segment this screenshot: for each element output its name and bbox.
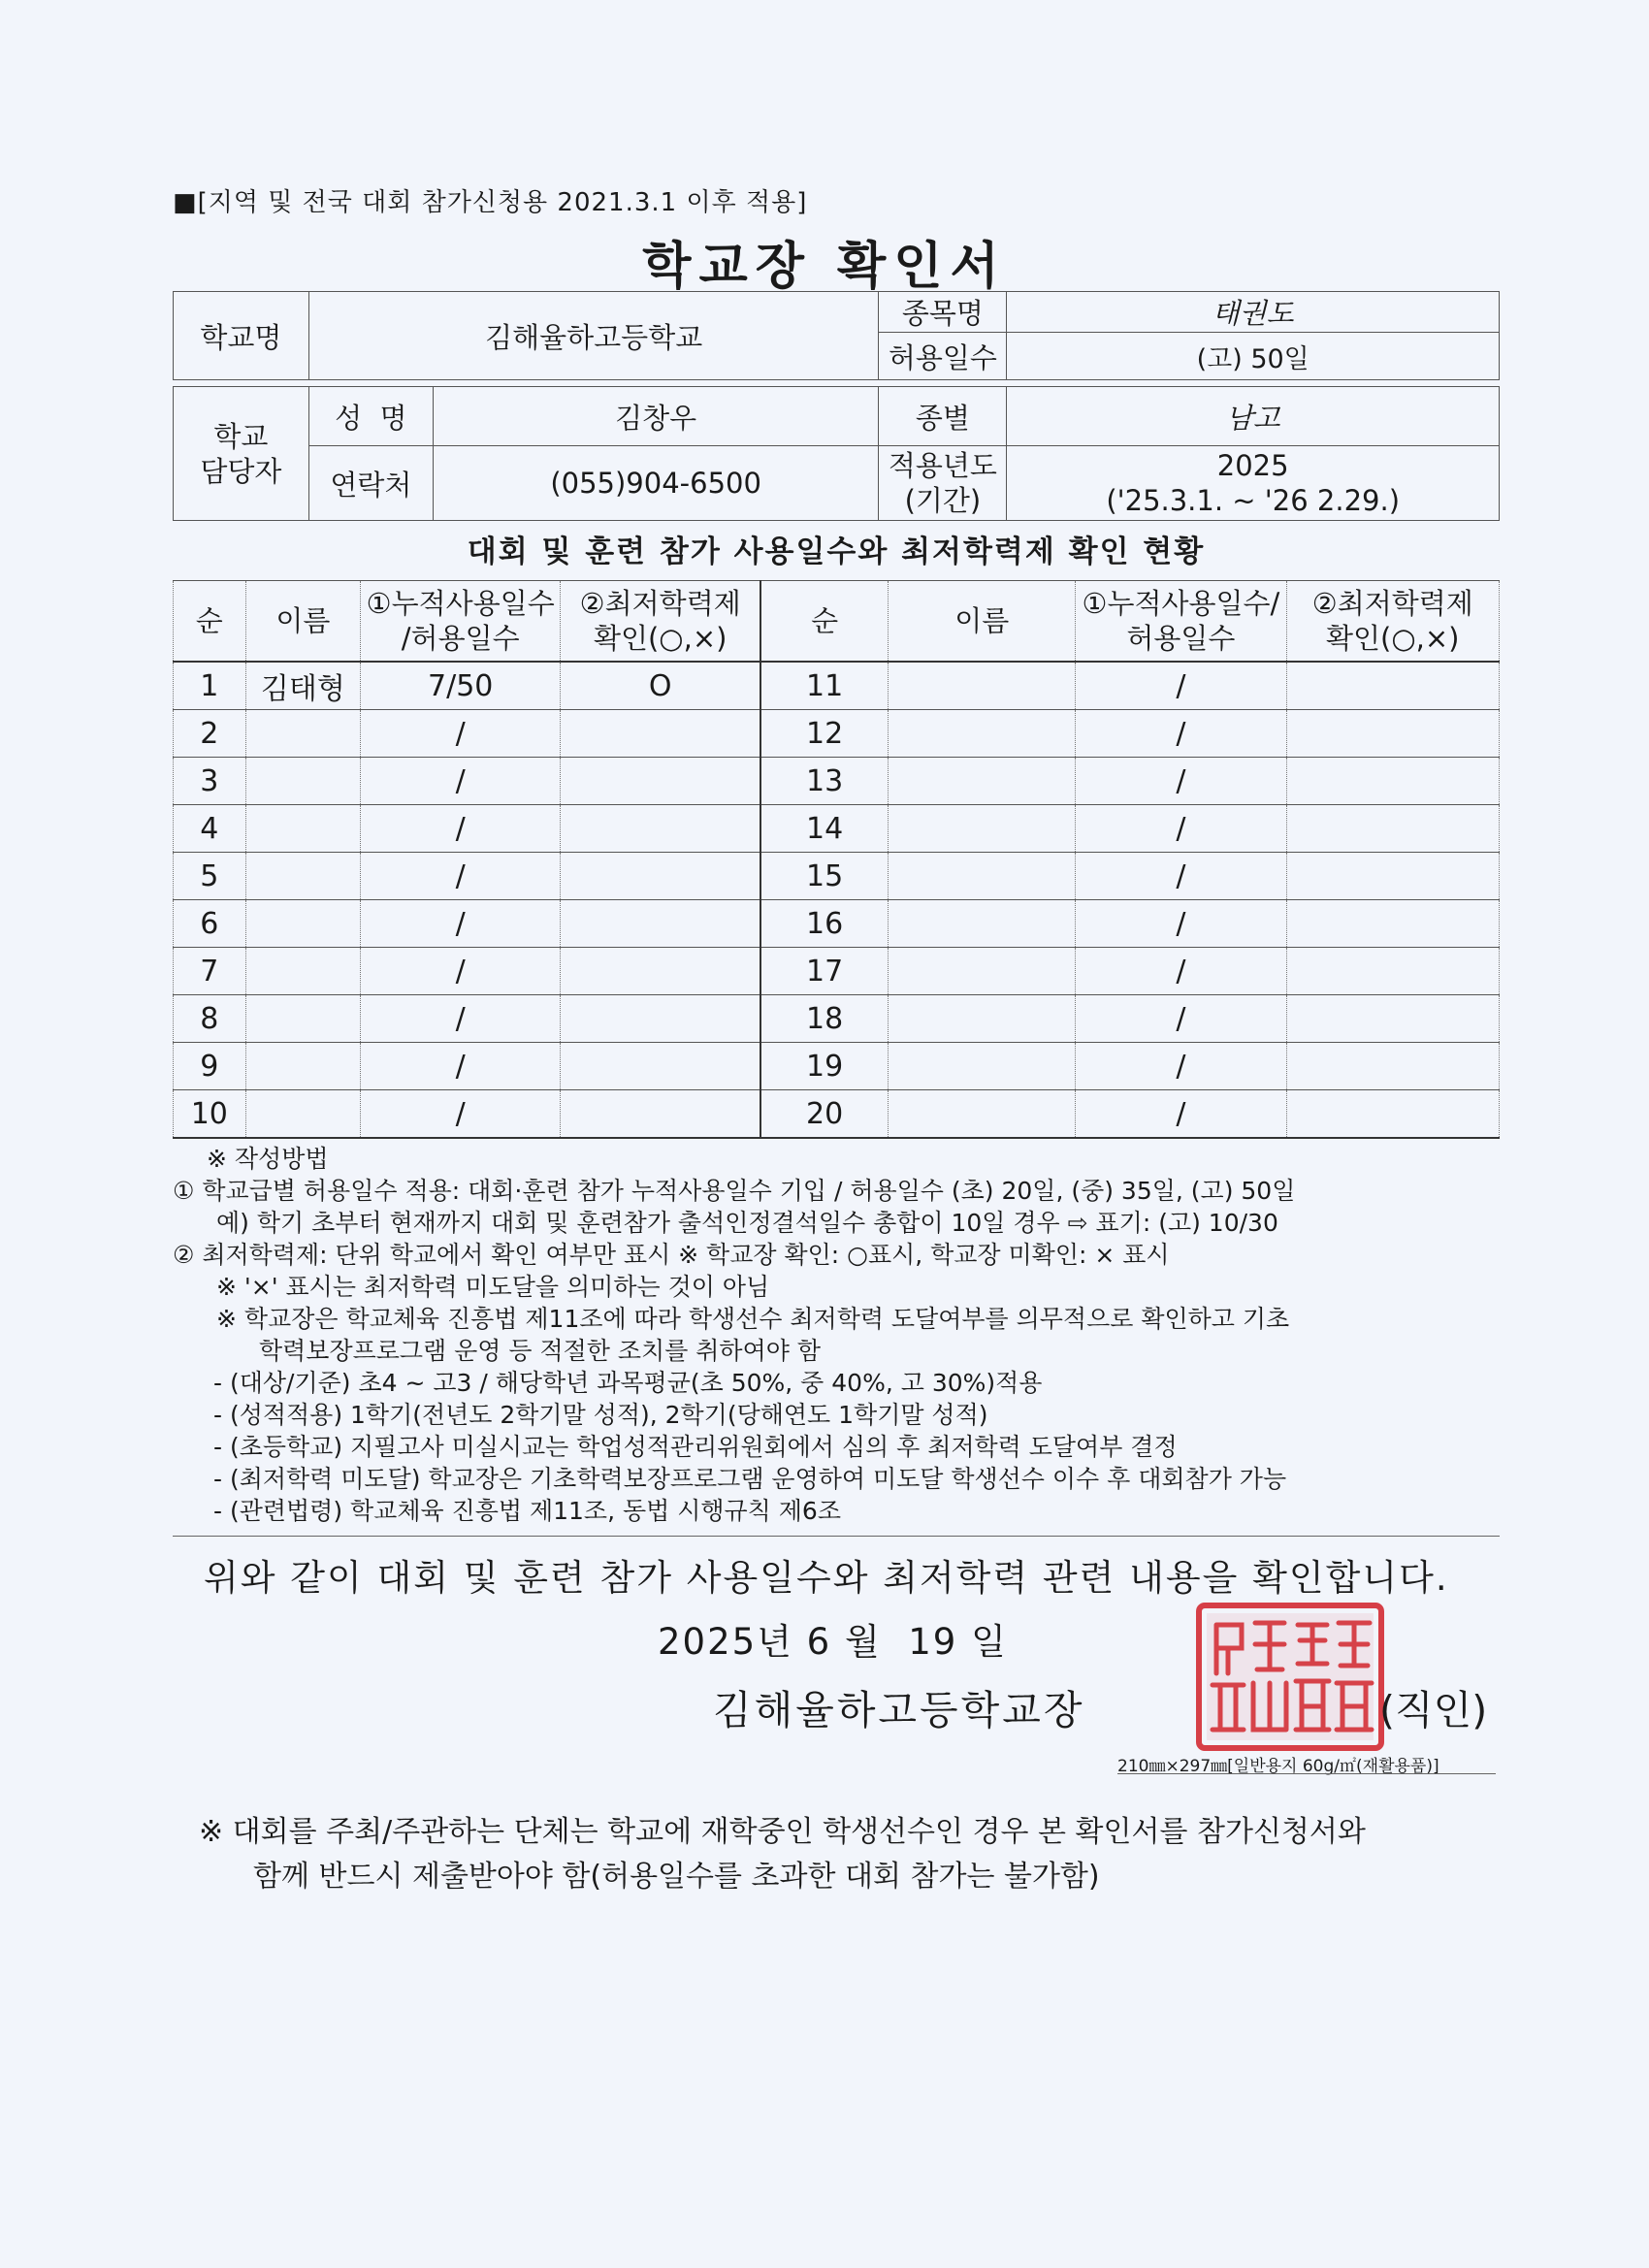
header-days-right — [1076, 581, 1286, 663]
instruction-line: - (최저학력 미도달) 학교장은 기초학력보장프로그램 운영하여 미도달 학생선수 이수 후 대회참가 가능 — [213, 1465, 1287, 1493]
form-type-label: ■[지역 및 전국 대회 참가신청용 2021.3.1 이후 적용] — [173, 188, 808, 217]
row-check-right — [1286, 1090, 1499, 1139]
name-value: 김창우 — [433, 387, 879, 446]
confirmation-statement: 위와 같이 대회 및 훈련 참가 사용일수와 최저학력 관련 내용을 확인합니다. — [204, 1557, 1449, 1599]
row-no: 10 — [174, 1090, 246, 1139]
header-no-right: 순 — [760, 581, 889, 663]
row-check: O — [561, 662, 760, 710]
row-days: / — [361, 1043, 561, 1090]
row-check-right — [1286, 758, 1499, 805]
row-check-right — [1286, 995, 1499, 1043]
row-no: 9 — [174, 1043, 246, 1090]
row-name-right — [889, 662, 1076, 710]
category-value: 남고 — [1007, 387, 1500, 446]
table-row — [174, 853, 1500, 900]
instruction-line: ① 학교급별 허용일수 적용: 대회·훈련 참가 누적사용일수 기입 / 허용일수 (초) 20일, (중) 35일, (고) 50일 — [173, 1177, 1296, 1205]
header-name-right: 이름 — [889, 581, 1076, 663]
row-check-right — [1286, 1043, 1499, 1090]
row-no-right: 11 — [760, 662, 889, 710]
instruction-line: ② 최저학력제: 단위 학교에서 확인 여부만 표시 ※ 학교장 확인: ○표시, 학교장 미확인: × 표시 — [173, 1241, 1170, 1269]
contact-label: 연락처 — [308, 446, 433, 521]
table-row — [174, 662, 1500, 710]
footer-note — [199, 1810, 1366, 1899]
header-check-line1: ②최저학력제 — [579, 587, 741, 620]
row-no: 8 — [174, 995, 246, 1043]
row-name-right — [889, 995, 1076, 1043]
row-check — [561, 900, 760, 948]
name-label: 성 명 — [308, 387, 433, 446]
athlete-status-table — [173, 580, 1500, 1139]
allowed-days-value: (고) 50일 — [1007, 333, 1500, 380]
row-check — [561, 948, 760, 995]
document-title: 학교장 확인서 — [642, 238, 1007, 296]
row-days-right: / — [1076, 1043, 1286, 1090]
row-check — [561, 710, 760, 758]
category-label: 종별 — [879, 387, 1007, 446]
table-row — [174, 1090, 1500, 1139]
table-row — [174, 758, 1500, 805]
row-check — [561, 1090, 760, 1139]
row-name — [245, 853, 360, 900]
row-check-right — [1286, 900, 1499, 948]
contact-value: (055)904-6500 — [433, 446, 879, 521]
row-days-right: / — [1076, 948, 1286, 995]
row-days: / — [361, 853, 561, 900]
table-spacer — [174, 380, 1500, 387]
row-check — [561, 1043, 760, 1090]
row-name-right — [889, 805, 1076, 853]
instruction-line: - (관련법령) 학교체육 진흥법 제11조, 동법 시행규칙 제6조 — [213, 1497, 841, 1525]
table-row — [174, 995, 1500, 1043]
instruction-line: ※ '×' 표시는 최저학력 미도달을 의미하는 것이 아님 — [216, 1273, 770, 1301]
row-days: / — [361, 1090, 561, 1139]
row-name-right — [889, 900, 1076, 948]
row-no: 6 — [174, 900, 246, 948]
official-seal-stamp — [1195, 1602, 1385, 1752]
row-name — [245, 900, 360, 948]
row-check — [561, 995, 760, 1043]
year-label-line1: 적용년도 — [888, 449, 997, 482]
header-check-right-line1: ②최저학력제 — [1311, 587, 1473, 620]
instruction-line: ※ 학교장은 학교체육 진흥법 제11조에 따라 학생선수 최저학력 도달여부를 의무적으로 확인하고 기초 — [216, 1305, 1290, 1333]
row-name — [245, 758, 360, 805]
row-check-right — [1286, 710, 1499, 758]
row-days: / — [361, 900, 561, 948]
table-row — [174, 900, 1500, 948]
year-label-line2: (기간) — [904, 484, 982, 517]
row-days-right: / — [1076, 1090, 1286, 1139]
row-no: 3 — [174, 758, 246, 805]
row-days-right: / — [1076, 662, 1286, 710]
row-no-right: 15 — [760, 853, 889, 900]
row-name-right — [889, 948, 1076, 995]
row-check-right — [1286, 853, 1499, 900]
year-label — [879, 446, 1007, 521]
table-row — [174, 1043, 1500, 1090]
row-days-right: / — [1076, 995, 1286, 1043]
row-name — [245, 710, 360, 758]
row-no: 5 — [174, 853, 246, 900]
row-no-right: 18 — [760, 995, 889, 1043]
row-name — [245, 1043, 360, 1090]
header-days-line1: ①누적사용일수 — [366, 587, 555, 620]
writing-instructions — [173, 1143, 1511, 1527]
instruction-line: - (초등학교) 지필고사 미실시교는 학업성적관리위원회에서 심의 후 최저학력 도달여부 결정 — [213, 1433, 1178, 1461]
row-name-right — [889, 1043, 1076, 1090]
row-name-right — [889, 853, 1076, 900]
row-no-right: 20 — [760, 1090, 889, 1139]
row-days: 7/50 — [361, 662, 561, 710]
header-check-right-line2: 확인(○,×) — [1326, 622, 1460, 655]
instruction-line: - (성적적용) 1학기(전년도 2학기말 성적), 2학기(당해연도 1학기말 성적) — [213, 1401, 988, 1429]
row-name-right — [889, 758, 1076, 805]
table-header-row — [174, 581, 1500, 663]
instruction-line: - (대상/기준) 초4 ~ 고3 / 해당학년 과목평균(초 50%, 중 40%, 고 30%)적용 — [213, 1369, 1043, 1397]
header-check-right — [1286, 581, 1499, 663]
row-no-right: 13 — [760, 758, 889, 805]
header-days-right-line2: 허용일수 — [1126, 622, 1236, 655]
row-name — [245, 805, 360, 853]
row-days: / — [361, 710, 561, 758]
row-days-right: / — [1076, 853, 1286, 900]
header-name: 이름 — [245, 581, 360, 663]
paper-spec: 210㎜×297㎜[일반용지 60g/㎡(재활용품)] — [1117, 1757, 1439, 1776]
school-name-label: 학교명 — [174, 292, 309, 380]
row-no: 2 — [174, 710, 246, 758]
row-no-right: 12 — [760, 710, 889, 758]
seal-label: (직인) — [1379, 1687, 1488, 1733]
row-name — [245, 995, 360, 1043]
period-value: ('25.3.1. ~ '26 2.29.) — [1106, 484, 1401, 517]
row-check-right — [1286, 662, 1499, 710]
allowed-days-label: 허용일수 — [879, 333, 1007, 380]
row-no: 4 — [174, 805, 246, 853]
row-name — [245, 1090, 360, 1139]
school-info-table — [173, 291, 1500, 521]
header-days — [361, 581, 561, 663]
footer-note-line2: 함께 반드시 제출받아야 함(허용일수를 초과한 대회 참가는 불가함) — [253, 1860, 1100, 1894]
row-check-right — [1286, 805, 1499, 853]
row-days-right: / — [1076, 758, 1286, 805]
table-row — [174, 948, 1500, 995]
instructions-heading: ※ 작성방법 — [207, 1145, 329, 1173]
table-row — [174, 805, 1500, 853]
instruction-line: 예) 학기 초부터 현재까지 대회 및 훈련참가 출석인정결석일수 총합이 10일 경우 ⇨ 표기: (고) 10/30 — [216, 1209, 1278, 1237]
row-days: / — [361, 805, 561, 853]
principal-title: 김해율하고등학교장 — [713, 1687, 1085, 1733]
row-days: / — [361, 995, 561, 1043]
manager-label — [174, 387, 309, 521]
header-no: 순 — [174, 581, 246, 663]
instruction-line: 학력보장프로그램 운영 등 적절한 조치를 취하여야 함 — [259, 1337, 821, 1365]
year-value: 2025 — [1216, 449, 1289, 482]
header-days-right-line1: ①누적사용일수/ — [1082, 587, 1280, 620]
header-check — [561, 581, 760, 663]
school-name-value: 김해율하고등학교 — [308, 292, 879, 380]
sport-value: 태권도 — [1007, 292, 1500, 333]
row-no: 7 — [174, 948, 246, 995]
status-section-title: 대회 및 훈련 참가 사용일수와 최저학력제 확인 현황 — [467, 535, 1206, 569]
divider — [173, 1536, 1500, 1537]
row-name-right — [889, 710, 1076, 758]
row-name-right — [889, 1090, 1076, 1139]
manager-label-line1: 학교 — [213, 419, 269, 453]
header-check-line2: 확인(○,×) — [593, 622, 728, 655]
year-value-cell — [1007, 446, 1500, 521]
row-no: 1 — [174, 662, 246, 710]
row-name — [245, 948, 360, 995]
spec-underline — [1117, 1773, 1496, 1774]
confirmation-date: 2025년 6 월 19 일 — [658, 1621, 1008, 1663]
row-days: / — [361, 948, 561, 995]
row-days-right: / — [1076, 805, 1286, 853]
row-no-right: 19 — [760, 1043, 889, 1090]
row-check-right — [1286, 948, 1499, 995]
row-check — [561, 805, 760, 853]
table-row — [174, 710, 1500, 758]
manager-label-line2: 담당자 — [200, 454, 282, 488]
row-no-right: 14 — [760, 805, 889, 853]
row-check — [561, 758, 760, 805]
row-days-right: / — [1076, 900, 1286, 948]
row-no-right: 17 — [760, 948, 889, 995]
header-days-line2: /허용일수 — [401, 622, 520, 655]
row-no-right: 16 — [760, 900, 889, 948]
row-days-right: / — [1076, 710, 1286, 758]
row-name: 김태형 — [245, 662, 360, 710]
row-check — [561, 853, 760, 900]
footer-note-line1: ※ 대회를 주최/주관하는 단체는 학교에 재학중인 학생선수인 경우 본 확인서를 참가신청서와 — [199, 1815, 1366, 1849]
sport-label: 종목명 — [879, 292, 1007, 333]
row-days: / — [361, 758, 561, 805]
